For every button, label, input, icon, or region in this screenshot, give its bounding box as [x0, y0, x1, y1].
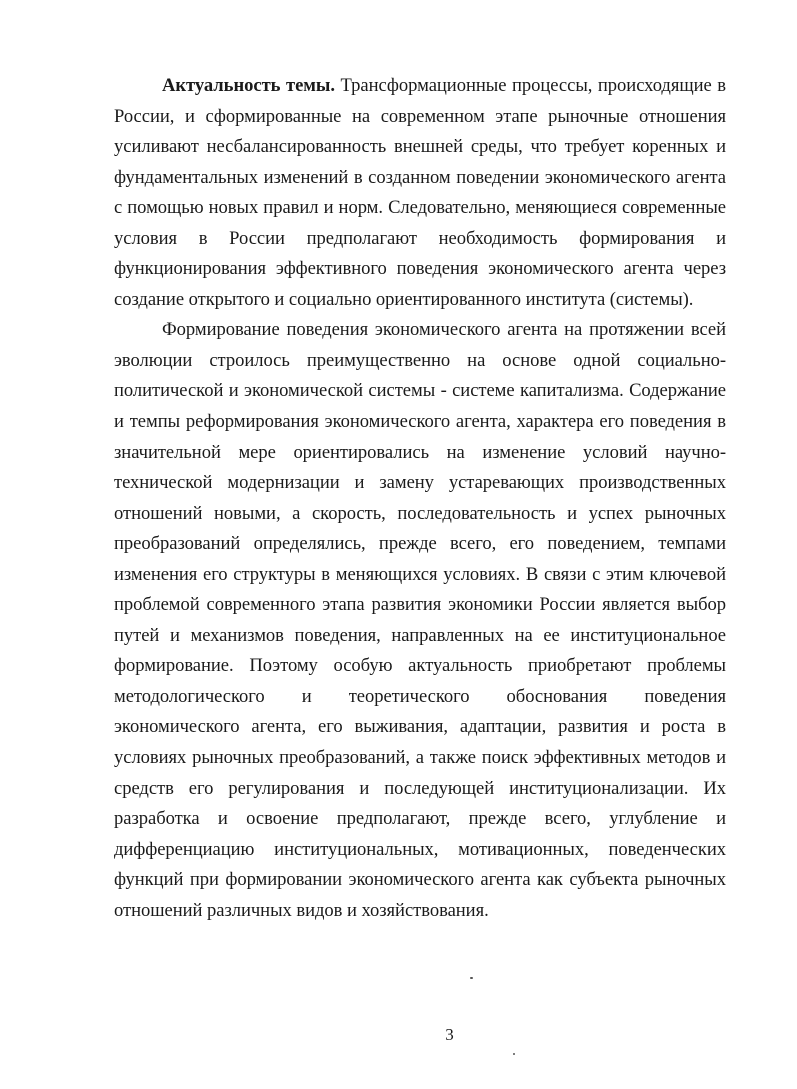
- paragraph-2-text: Формирование поведения экономического агента на протяжении всей эволюции строилось преимущественно на основе одной социально-политической и экономической системы - системе капитализма. Содержание и темпы реформирования экономического агента, характера его поведения в значительной мере ориентировались на изменение условий научно-технической модернизации и замену устаревающих производственных отношений новыми, а скорость, последовательность и успех рыночных преобразований определялись, прежде всего, его поведением, темпами изменения его структуры в меняющихся условиях. В связи с этим ключевой проблемой современного этапа развития экономики России является выбор путей и механизмов поведения, направленных на ее институциональное формирование. Поэтому особую актуальность приобретают проблемы методологического и теоретического обоснования поведения экономического агента, его выживания, адаптации, развития и роста в условиях рыночных преобразований, а также поиск эффективных методов и средств его регулирования и последующей институционализации. Их разработка и освоение предполагают, прежде всего, углубление и дифференциацию институциональных, мотивационных, поведенческих функций при формировании экономического агента как субъекта рыночных отношений различных видов и хозяйствования.: [114, 319, 726, 921]
- paragraph-relevance: [114, 71, 726, 315]
- scan-speck: [513, 1053, 515, 1055]
- page-number: 3: [445, 1025, 454, 1044]
- paragraph-1-text: Трансформационные процессы, происходящие в России, и сформированные на современном этапе рыночные отношения усиливают несбалансированность внешней среды, что требует коренных и фундаментальных изменений в созданном поведении экономического агента с помощью новых правил и норм. Следовательно, меняющиеся современные условия в России предполагают необходимость формирования и функционирования эффективного поведения экономического агента через создание открытого и социально ориентированного института (системы).: [114, 75, 726, 310]
- section-heading: Актуальность темы: [162, 75, 331, 96]
- heading-punctuation: .: [330, 75, 341, 96]
- paragraph-formation: [114, 315, 726, 926]
- body-text: [114, 71, 726, 926]
- scan-speck: [470, 977, 473, 979]
